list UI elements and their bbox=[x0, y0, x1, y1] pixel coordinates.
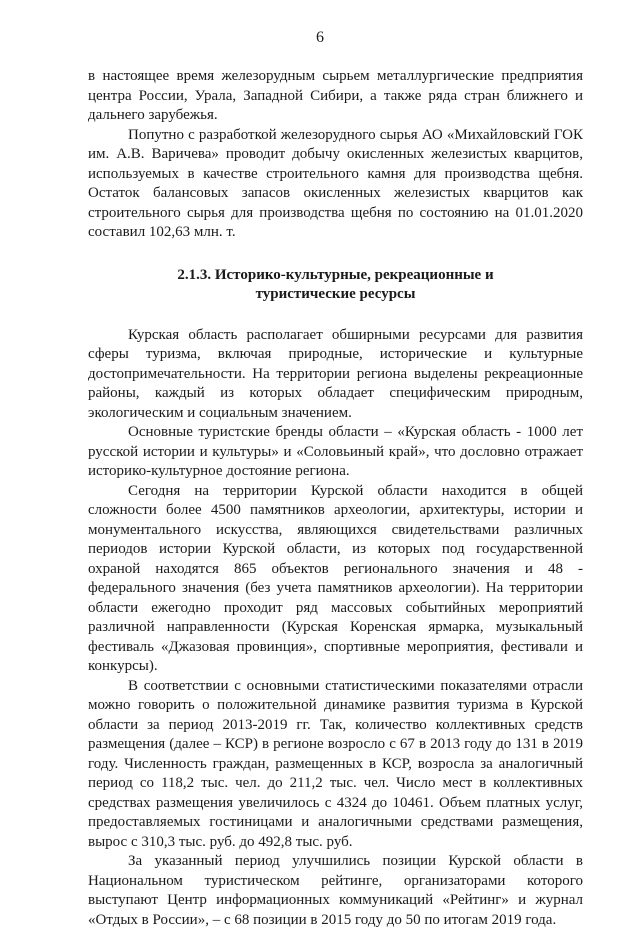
page-number: 6 bbox=[316, 29, 324, 46]
paragraph-rating: За указанный период улучшились позиции Курской области в Национальном туристическом рейтинге, организаторами которого выступают Центр информационных коммуникаций «Рейтинг» и журнал «Отдых в России», – с 68 позиции в 2015 году до 50 по итогам 2019 года. bbox=[88, 853, 583, 928]
page-content bbox=[88, 67, 583, 930]
paragraph-monuments: Сегодня на территории Курской области находится в общей сложности более 4500 памятников археологии, архитектуры, истории и монументального искусства, являющихся свидетельствами различных периодов истории Курской области, из которых под государственной охраной находятся 865 объектов регионального значения и 48 - федерального значения (без учета памятников археологии). На территории области ежегодно проходит ряд массовых событийных мероприятий различной направленности (Курская Коренская ярмарка, музыкальный фестиваль «Джазовая провинция», спортивные мероприятия, фестивали и конкурсы). bbox=[88, 482, 583, 674]
section-heading bbox=[88, 266, 583, 304]
paragraph-resources: Курская область располагает обширными ресурсами для развития сферы туризма, включая природные, исторические и культурные достопримечательности. На территории региона выделены рекреационные районы, каждый из которых обладает специфическим природным, экологическим и социальным значением. bbox=[88, 326, 583, 421]
paragraph-statistics: В соответствии с основными статистическими показателями отрасли можно говорить о положительной динамике развития туризма в Курской области за период 2013-2019 гг. Так, количество коллективных средств размещения (далее – КСР) в регионе возросло с 67 в 2013 году до 131 в 2019 году. Численность граждан, размещенных в КСР, возросла за аналогичный период со 118,2 тыс. чел. до 211,2 тыс. чел. Число мест в коллективных средствах размещения увеличилось с 4324 до 10461. Объем платных услуг, предоставляемых гостиницами и аналогичными средствами размещения, вырос с 310,3 тыс. руб. до 492,8 тыс. руб. bbox=[88, 677, 583, 850]
section-heading-line-1: 2.1.3. Историко-культурные, рекреационные и bbox=[177, 266, 494, 283]
section-heading-line-2: туристические ресурсы bbox=[255, 285, 416, 302]
paragraph-brands: Основные туристские бренды области – «Курская область - 1000 лет русской истории и культуры» и «Соловьиный край», что дословно отражает историко-культурное достояние региона. bbox=[88, 424, 583, 479]
paragraph-continuation: в настоящее время железорудным сырьем металлургические предприятия центра России, Урала, Западной Сибири, а также ряда стран ближнего и дальнего зарубежья. bbox=[88, 68, 583, 123]
paragraph-quarzites: Попутно с разработкой железорудного сырья АО «Михайловский ГОК им. А.В. Варичева» проводит добычу окисленных железистых кварцитов, используемых в качестве строительного камня для производства щебня. Остаток балансовых запасов окисленных железистых кварцитов как строительного сырья для производства щебня по состоянию на 01.01.2020 составил 102,63 млн. т. bbox=[88, 126, 583, 240]
